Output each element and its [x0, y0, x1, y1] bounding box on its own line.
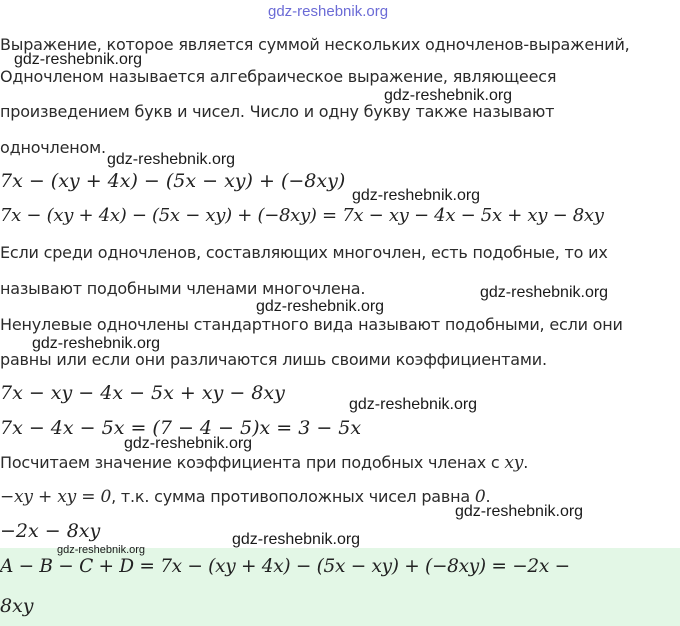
answer-line-1: A − B − C + D = 7x − (xy + 4x) − (5x − xy) + (−8xy) = −2x − — [0, 556, 570, 577]
paragraph-line-4: одночленом. — [0, 138, 106, 157]
paragraph-line-6: называют подобными членами многочлена. — [0, 279, 366, 298]
watermark-9: gdz-reshebnik.org — [124, 435, 253, 452]
paragraph-line-10-math-2: 0 — [474, 487, 486, 507]
paragraph-line-10-math: −xy + xy = 0 — [0, 487, 112, 507]
math-expression-2: 7x − (xy + 4x) − (5x − xy) + (−8xy) = 7x − xy − 4x − 5x + xy − 8xy — [0, 205, 604, 226]
watermark-4: gdz-reshebnik.org — [352, 187, 481, 204]
answer-line-2: 8xy — [0, 595, 34, 617]
watermark-2: gdz-reshebnik.org — [384, 87, 513, 104]
watermark-11: gdz-reshebnik.org — [232, 531, 361, 548]
math-expression-1: 7x − (xy + 4x) − (5x − xy) + (−8xy) — [0, 170, 346, 192]
watermark-header: gdz-reshebnik.org — [268, 3, 389, 20]
watermark-12: gdz-reshebnik.org — [57, 544, 146, 556]
math-expression-5: −2x − 8xy — [0, 520, 101, 542]
paragraph-line-10-end: . — [485, 487, 491, 506]
paragraph-line-9 — [0, 453, 528, 473]
paragraph-line-3: произведением букв и чисел. Число и одну букву также называют — [0, 102, 555, 121]
paragraph-line-7: Ненулевые одночлены стандартного вида называют подобными, если они — [0, 315, 623, 334]
paragraph-line-2: Одночленом называется алгебраическое выражение, являющееся — [0, 67, 557, 86]
paragraph-line-9-math: xy — [504, 453, 524, 473]
paragraph-line-8: равны или если они различаются лишь своими коэффициентами. — [0, 350, 547, 369]
paragraph-line-9-text: Посчитаем значение коэффициента при подобных членах с — [0, 453, 505, 472]
paragraph-line-10 — [0, 487, 490, 507]
watermark-10: gdz-reshebnik.org — [455, 503, 584, 520]
paragraph-line-5: Если среди одночленов, составляющих многочлен, есть подобные, то их — [0, 243, 608, 262]
paragraph-line-10-text: , т.к. сумма противоположных чисел равна — [111, 487, 475, 506]
watermark-7: gdz-reshebnik.org — [32, 335, 161, 352]
paragraph-line-9-end: . — [523, 453, 529, 472]
watermark-5: gdz-reshebnik.org — [480, 284, 609, 301]
math-expression-4: 7x − 4x − 5x = (7 − 4 − 5)x = 3 − 5x — [0, 417, 362, 439]
math-expression-3: 7x − xy − 4x − 5x + xy − 8xy — [0, 382, 285, 404]
watermark-1: gdz-reshebnik.org — [14, 51, 143, 68]
paragraph-line-1: Выражение, которое является суммой нескольких одночленов-выражений, — [0, 35, 630, 54]
watermark-6: gdz-reshebnik.org — [256, 298, 385, 315]
watermark-3: gdz-reshebnik.org — [107, 151, 236, 168]
watermark-8: gdz-reshebnik.org — [349, 396, 478, 413]
